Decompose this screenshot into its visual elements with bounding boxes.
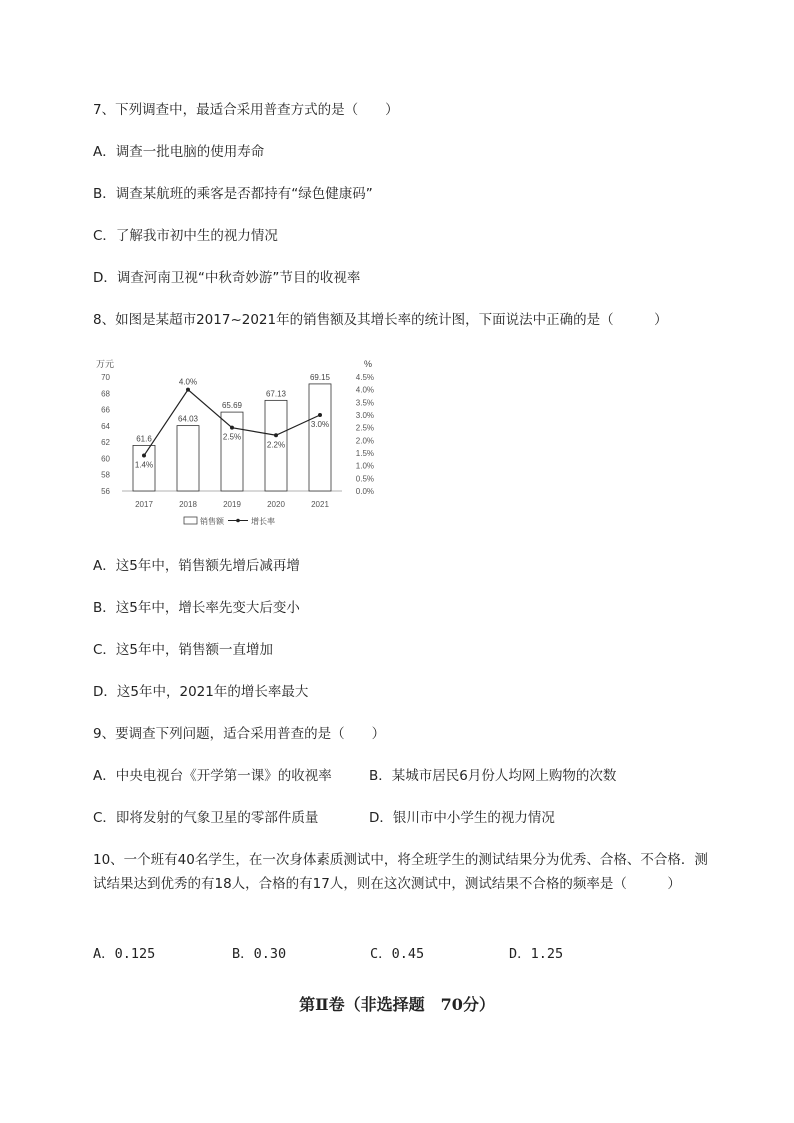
right-tick-label: 3.5% [355, 398, 374, 408]
legend-line-marker [236, 519, 240, 523]
q7-option-c: C．了解我市初中生的视力情况 [93, 228, 278, 244]
q7-option-d: D．调查河南卫视“中秋奇妙游”节目的收视率 [93, 270, 361, 286]
q10-option-d: D．1.25 [509, 946, 564, 962]
q10-option-a: A．0.125 [93, 946, 156, 962]
sales-bar-label: 65.69 [221, 401, 243, 411]
q7-option-a: A．调查一批电脑的使用寿命 [93, 144, 265, 160]
sales-bar-label: 69.15 [309, 372, 331, 382]
q9-option-a: A．中央电视台《开学第一课》的收视率 [93, 768, 332, 784]
q7-stem: 7、下列调查中，最适合采用普查方式的是（ ） [93, 102, 399, 118]
sales-bar-label: 64.03 [177, 414, 199, 424]
right-tick-label: 4.0% [355, 385, 374, 395]
left-tick-label: 68 [101, 389, 110, 399]
right-tick-label: 2.5% [355, 423, 374, 433]
growth-rate-point [230, 426, 234, 430]
right-tick-label: 2.0% [355, 436, 374, 446]
left-tick-label: 58 [101, 470, 110, 480]
growth-rate-label: 4.0% [178, 377, 198, 387]
x-tick-label: 2021 [311, 500, 329, 509]
q10-option-c: C．0.45 [370, 946, 425, 962]
q9-option-b: B．某城市居民6月份人均网上购物的次数 [369, 768, 617, 784]
legend-bar-swatch [184, 517, 197, 524]
sales-bar-label: 67.13 [265, 389, 287, 399]
q7-option-b: B．调查某航班的乘客是否都持有“绿色健康码” [93, 186, 373, 202]
q9-option-c: C．即将发射的气象卫星的零部件质量 [93, 810, 319, 826]
q9-stem: 9、要调查下列问题，适合采用普查的是（ ） [93, 726, 386, 742]
x-tick-label: 2020 [267, 500, 285, 509]
legend-growth: 增长率 [251, 517, 275, 526]
q8-option-b: B．这5年中，增长率先变大后变小 [93, 600, 300, 616]
q10-stem: 10、一个班有40名学生，在一次身体素质测试中，将全班学生的测试结果分为优秀、合格、不合格．测试结果达到优秀的有18人，合格的有17人，则在这次测试中，测试结果不合格的频率是（ ） [93, 852, 708, 892]
q8-stem: 8、如图是某超市2017~2021年的销售额及其增长率的统计图，下面说法中正确的是（ ） [93, 312, 668, 328]
right-axis-unit: % [364, 359, 373, 369]
q8-option-d: D．这5年中，2021年的增长率最大 [93, 684, 309, 700]
left-tick-label: 60 [101, 454, 110, 464]
growth-rate-point [186, 388, 190, 392]
q8-option-a: A．这5年中，销售额先增后减再增 [93, 558, 300, 574]
right-tick-label: 1.5% [355, 449, 374, 458]
left-axis-unit: 万元 [96, 359, 115, 369]
growth-rate-label: 2.5% [222, 432, 242, 442]
right-tick-label: 1.0% [355, 461, 374, 471]
left-tick-label: 64 [101, 421, 110, 431]
sales-bar [221, 412, 243, 491]
sales-bar [177, 426, 199, 491]
right-tick-label: 0.0% [355, 487, 374, 496]
growth-rate-label: 3.0% [310, 420, 330, 429]
right-tick-label: 4.5% [355, 373, 374, 382]
sales-bar [309, 384, 331, 491]
right-tick-label: 0.5% [355, 474, 374, 484]
growth-rate-point [142, 454, 146, 458]
growth-rate-point [274, 433, 278, 437]
q8-option-c: C．这5年中，销售额一直增加 [93, 642, 274, 658]
x-tick-label: 2017 [135, 500, 153, 509]
section-title: 第Ⅱ卷（非选择题 70分） [299, 995, 495, 1014]
q10-option-b: B．0.30 [232, 946, 287, 962]
left-tick-label: 56 [101, 487, 110, 496]
sales-growth-chart [88, 352, 388, 532]
left-tick-label: 62 [101, 438, 110, 448]
legend-sales: 销售额 [200, 517, 224, 526]
left-tick-label: 70 [101, 373, 110, 382]
x-tick-label: 2019 [223, 500, 241, 509]
growth-rate-label: 2.2% [266, 440, 286, 450]
growth-rate-label: 1.4% [134, 460, 154, 470]
right-tick-label: 3.0% [355, 411, 374, 420]
sales-bar-label: 61.6 [136, 434, 152, 444]
q9-option-d: D．银川市中小学生的视力情况 [369, 810, 555, 826]
chart-legend [184, 516, 275, 526]
left-tick-label: 66 [101, 405, 110, 415]
x-tick-label: 2018 [179, 500, 197, 509]
growth-rate-point [318, 413, 322, 417]
